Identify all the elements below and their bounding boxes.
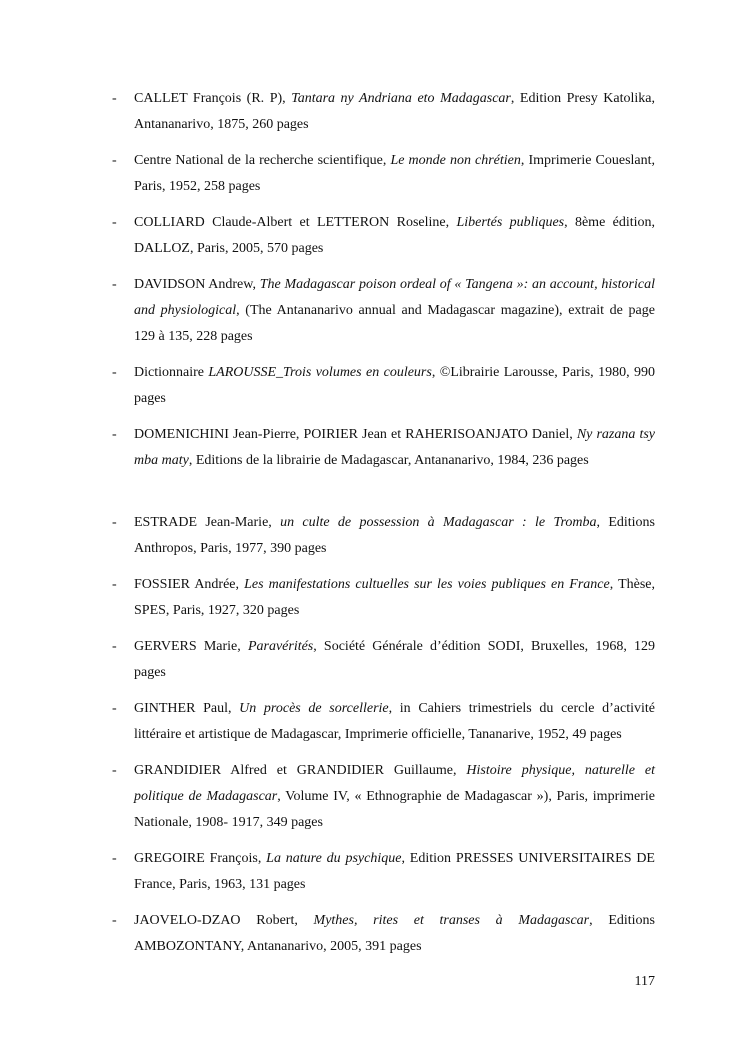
list-bullet: - [112, 913, 117, 928]
list-bullet: - [112, 153, 117, 168]
entry-detail: FOSSIER Andrée, [134, 577, 245, 592]
entry-detail: , Editions de la librairie de Madagascar, Antananarivo, 1984, 236 pages [188, 453, 589, 468]
entry-detail: GINTHER Paul, [134, 701, 240, 716]
entry-detail: Centre National de la recherche scientifique, [134, 153, 391, 168]
list-bullet: - [112, 277, 117, 292]
entry-detail: GRANDIDIER Alfred et GRANDIDIER Guillaume, [134, 763, 467, 778]
entry-title: Paravérités [247, 639, 314, 654]
entry-title: Les manifestations cultuelles sur les voies publiques en France [244, 577, 610, 592]
list-bullet: - [112, 851, 117, 866]
entry-title: Libertés publiques [456, 215, 565, 230]
entry-detail: COLLIARD Claude-Albert et LETTERON Roseline, [134, 215, 457, 230]
entry-detail: , Imprimerie Coueslant, Paris, 1952, 258 pages [134, 153, 656, 194]
entry-text [134, 696, 655, 748]
entry-text [134, 846, 655, 898]
list-bullet: - [112, 427, 117, 442]
entry-title: La nature du psychique [266, 851, 402, 866]
entry-detail: GREGOIRE François, [134, 851, 267, 866]
entry-detail: , Editions AMBOZONTANY, Antananarivo, 2005, 391 pages [134, 913, 655, 954]
entry-title: Histoire physique, naturelle et politique de Madagascar [134, 763, 655, 804]
entry-detail: , 8ème édition, DALLOZ, Paris, 2005, 570 pages [134, 215, 655, 256]
entry-text [134, 148, 655, 200]
entry-title: Tantara ny Andriana eto Madagascar [291, 91, 511, 106]
entry-detail: CALLET François (R. P), [134, 91, 292, 106]
entry-detail: , (The Antananarivo annual and Madagascar magazine), extrait de page 129 à 135, 228 pages [134, 303, 655, 344]
entry-text [134, 758, 655, 836]
entry-detail: , in Cahiers trimestriels du cercle d’activité littéraire et artistique de Madagascar, Imprimerie officielle, Tananarive, 1952, 49 pages [134, 701, 655, 742]
entry-detail: , ©Librairie Larousse, Paris, 1980, 990 pages [134, 365, 655, 406]
list-bullet: - [112, 91, 117, 106]
entry-detail: , Thèse, SPES, Paris, 1927, 320 pages [134, 577, 655, 618]
entry-detail: , Volume IV, « Ethnographie de Madagascar »), Paris, imprimerie Nationale, 1908- 1917, 349 pages [134, 789, 655, 830]
entry-detail: Dictionnaire [134, 365, 209, 380]
list-bullet: - [112, 701, 117, 716]
entry-detail: DOMENICHINI Jean-Pierre, POIRIER Jean et RAHERISOANJATO Daniel, [134, 427, 577, 442]
list-bullet: - [112, 515, 117, 530]
entry-detail: , Edition Presy Katolika, Antananarivo, 1875, 260 pages [134, 91, 655, 132]
entry-text [134, 360, 655, 412]
entry-detail: DAVIDSON Andrew, [134, 277, 260, 292]
entry-detail: , Edition PRESSES UNIVERSITAIRES DE France, Paris, 1963, 131 pages [134, 851, 655, 892]
entry-text [134, 210, 655, 262]
entry-text [134, 634, 655, 686]
entry-title: un culte de possession à Madagascar : le Tromba [280, 515, 597, 530]
entry-text [134, 272, 655, 350]
entry-detail: , Editions Anthropos, Paris, 1977, 390 pages [134, 515, 655, 556]
list-bullet: - [112, 763, 117, 778]
entry-text [134, 908, 655, 960]
page-number: 117 [634, 974, 655, 989]
entry-detail: JAOVELO-DZAO Robert, [134, 913, 314, 928]
entry-text [134, 86, 655, 138]
entry-detail: , Société Générale d’édition SODI, Bruxelles, 1968, 129 pages [134, 639, 656, 680]
list-bullet: - [112, 639, 117, 654]
entry-title: LAROUSSE_Trois volumes en couleurs [208, 365, 432, 380]
list-bullet: - [112, 215, 117, 230]
entry-text [134, 422, 655, 474]
list-bullet: - [112, 577, 117, 592]
entry-text [134, 572, 655, 624]
entry-title: Ny razana tsy mba maty [134, 427, 655, 468]
list-bullet: - [112, 365, 117, 380]
entry-title: Le monde non chrétien [390, 153, 521, 168]
entry-detail: GERVERS Marie, [134, 639, 248, 654]
entry-title: Mythes, rites et transes à Madagascar [313, 913, 590, 928]
entry-title: The Madagascar poison ordeal of « Tangena »: an account, historical and physiological [134, 277, 655, 318]
entry-title: Un procès de sorcellerie [239, 701, 389, 716]
entry-text [134, 510, 655, 562]
entry-detail: ESTRADE Jean-Marie, [134, 515, 281, 530]
